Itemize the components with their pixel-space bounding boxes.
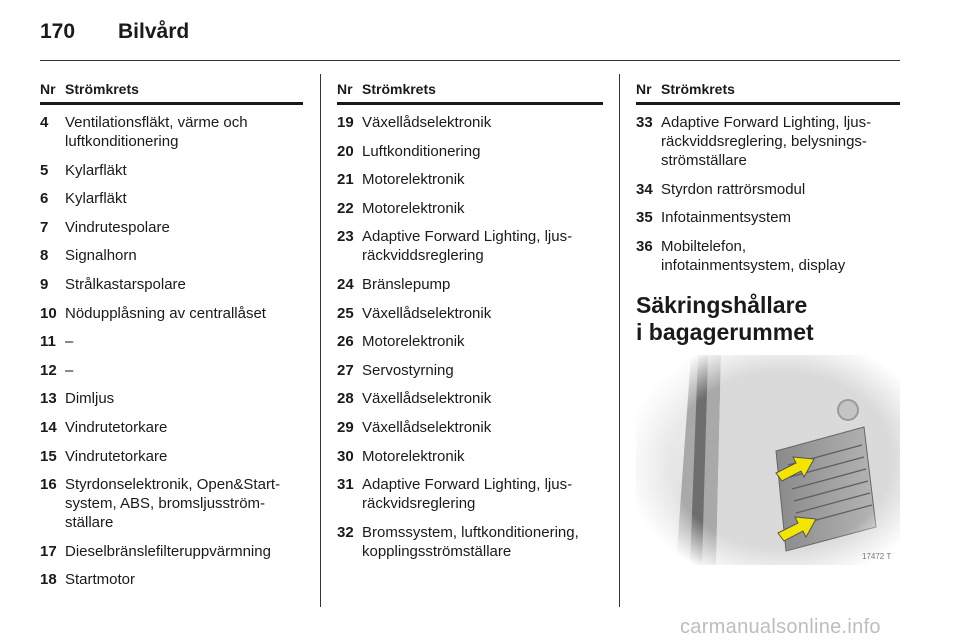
- fuse-circuit: Strålkastarspolare: [65, 275, 186, 293]
- fuse-circuit: Kylarfläkt: [65, 190, 127, 208]
- fuse-row: [337, 227, 603, 265]
- fuse-row: [40, 161, 303, 180]
- fuse-circuit: Vindrutespolare: [65, 218, 170, 236]
- fuse-table-column-2: [337, 78, 603, 570]
- fuse-circuit: Bromssystem, luftkonditionering, kopplingsströmställare: [362, 523, 579, 560]
- fuse-circuit: Vindrutetorkare: [65, 418, 168, 436]
- fuse-circuit: Dieselbränslefilteruppvärmning: [65, 542, 271, 560]
- table-header: [40, 78, 303, 105]
- fuse-circuit: Luftkonditionering: [362, 142, 481, 160]
- table-body: [337, 113, 603, 561]
- page-header: [40, 18, 900, 61]
- page-number: 170: [40, 20, 76, 43]
- fuse-circuit: Servostyrning: [362, 361, 454, 379]
- fuse-circuit: Växellådselektronik: [362, 390, 492, 408]
- fuse-row: [337, 418, 603, 437]
- fuse-row: [337, 523, 603, 561]
- page-title: Bilvård: [118, 20, 190, 43]
- fuse-row: [337, 199, 603, 218]
- column-divider: [619, 74, 620, 607]
- fuse-circuit: Bränslepump: [362, 275, 451, 293]
- fuse-circuit: Infotainmentsystem: [661, 209, 792, 227]
- fuse-row: [40, 189, 303, 208]
- table-body: [636, 113, 900, 275]
- fuse-number: 21: [337, 171, 354, 189]
- fuse-number: 34: [636, 180, 653, 198]
- fuse-row: [40, 542, 303, 561]
- figure-code: 17472 T: [862, 552, 892, 561]
- fuse-row: [40, 389, 303, 408]
- section-heading: Säkringshållare i bagagerummet: [636, 292, 814, 345]
- fuse-number: 9: [40, 275, 49, 293]
- fuse-number: 4: [40, 114, 49, 131]
- fuse-circuit: Växellådselektronik: [362, 418, 492, 436]
- fuse-number: 25: [337, 304, 354, 322]
- fuse-row: [337, 389, 603, 408]
- fuse-circuit: Växellådselektronik: [362, 114, 492, 131]
- watermark: carmanualsonline.info: [680, 616, 881, 638]
- fuse-circuit: Styrdonselektronik, Open&Start- system, ABS, bromsljusström- ställare: [65, 476, 281, 532]
- fuse-row: [40, 246, 303, 265]
- fuse-circuit: –: [65, 333, 74, 351]
- header-nr: Nr: [337, 81, 353, 97]
- photo-fade: [636, 355, 900, 565]
- fuse-number: 26: [337, 333, 354, 351]
- fuse-number: 13: [40, 390, 57, 408]
- fuse-row: [337, 170, 603, 189]
- fuse-circuit: Adaptive Forward Lighting, ljus- räckviddsreglering, belysnings- strömställare: [661, 114, 872, 169]
- fuse-circuit: Adaptive Forward Lighting, ljus- räckvidsreglering: [362, 476, 573, 513]
- fuse-number: 28: [337, 390, 354, 408]
- fuse-row: [337, 475, 603, 513]
- fuse-number: 17: [40, 542, 57, 560]
- fuse-number: 35: [636, 209, 653, 227]
- fuse-row: [40, 275, 303, 294]
- fuse-circuit: Kylarfläkt: [65, 161, 127, 179]
- fuse-number: 8: [40, 247, 49, 265]
- fuse-number: 5: [40, 161, 49, 179]
- table-header: [636, 78, 900, 105]
- fuse-number: 33: [636, 114, 653, 131]
- fuse-row: [40, 332, 303, 351]
- fuse-row: [337, 113, 603, 132]
- fuse-row: [40, 113, 303, 151]
- header-circuit: Strömkrets: [661, 81, 735, 97]
- fuse-number: 20: [337, 142, 354, 160]
- fuse-row: [337, 447, 603, 466]
- fuse-number: 16: [40, 476, 57, 494]
- fuse-row: [636, 208, 900, 227]
- fuse-row: [40, 304, 303, 323]
- fuse-circuit: Motorelektronik: [362, 447, 465, 465]
- fuse-table-column-1: [40, 78, 303, 599]
- table-body: [40, 113, 303, 589]
- fuse-circuit: Startmotor: [65, 571, 136, 589]
- header-circuit: Strömkrets: [65, 81, 139, 97]
- trunk-fuse-box-illustration: [636, 355, 900, 565]
- fuse-circuit: Mobiltelefon, infotainmentsystem, display: [661, 237, 846, 274]
- fuse-number: 27: [337, 361, 354, 379]
- fuse-number: 22: [337, 199, 354, 217]
- fuse-circuit: Motorelektronik: [362, 199, 465, 217]
- fuse-circuit: Styrdon rattrörsmodul: [661, 180, 806, 198]
- fuse-row: [40, 570, 303, 589]
- fuse-table-column-3: [636, 78, 900, 284]
- table-header: [337, 78, 603, 105]
- fuse-row: [337, 275, 603, 294]
- fuse-circuit: –: [65, 361, 74, 379]
- fuse-row: [337, 142, 603, 161]
- fuse-row: [40, 218, 303, 237]
- fuse-number: 19: [337, 114, 354, 131]
- fuse-number: 32: [337, 523, 354, 541]
- fuse-number: 14: [40, 418, 57, 436]
- fuse-number: 7: [40, 218, 49, 236]
- fuse-row: [636, 113, 900, 170]
- header-nr: Nr: [636, 81, 652, 97]
- fuse-row: [337, 361, 603, 380]
- fuse-row: [40, 447, 303, 466]
- fuse-number: 23: [337, 228, 354, 246]
- fuse-row: [636, 237, 900, 275]
- column-divider: [320, 74, 321, 607]
- fuse-circuit: Dimljus: [65, 390, 115, 408]
- fuse-number: 12: [40, 361, 57, 379]
- fuse-number: 18: [40, 571, 57, 589]
- fuse-row: [636, 180, 900, 199]
- fuse-circuit: Signalhorn: [65, 247, 137, 265]
- fuse-row: [40, 361, 303, 380]
- fuse-circuit: Ventilationsfläkt, värme och luftkonditionering: [65, 114, 248, 150]
- fuse-number: 36: [636, 237, 653, 255]
- fuse-row: [40, 475, 303, 532]
- fuse-row: [337, 332, 603, 351]
- fuse-circuit: Motorelektronik: [362, 171, 465, 189]
- fuse-circuit: Växellådselektronik: [362, 304, 492, 322]
- fuse-row: [40, 418, 303, 437]
- fuse-number: 24: [337, 275, 354, 293]
- fuse-circuit: Nödupplåsning av centrallåset: [65, 304, 266, 322]
- fuse-number: 15: [40, 447, 57, 465]
- header-nr: Nr: [40, 81, 56, 97]
- header-circuit: Strömkrets: [362, 81, 436, 97]
- fuse-number: 6: [40, 190, 49, 208]
- fuse-number: 11: [40, 333, 56, 351]
- fuse-row: [337, 304, 603, 323]
- fuse-number: 10: [40, 304, 57, 322]
- fuse-number: 31: [337, 476, 354, 494]
- fuse-number: 29: [337, 418, 354, 436]
- fuse-circuit: Adaptive Forward Lighting, ljus- räckviddsreglering: [362, 228, 573, 265]
- fuse-circuit: Vindrutetorkare: [65, 447, 168, 465]
- fuse-circuit: Motorelektronik: [362, 333, 465, 351]
- fuse-number: 30: [337, 447, 354, 465]
